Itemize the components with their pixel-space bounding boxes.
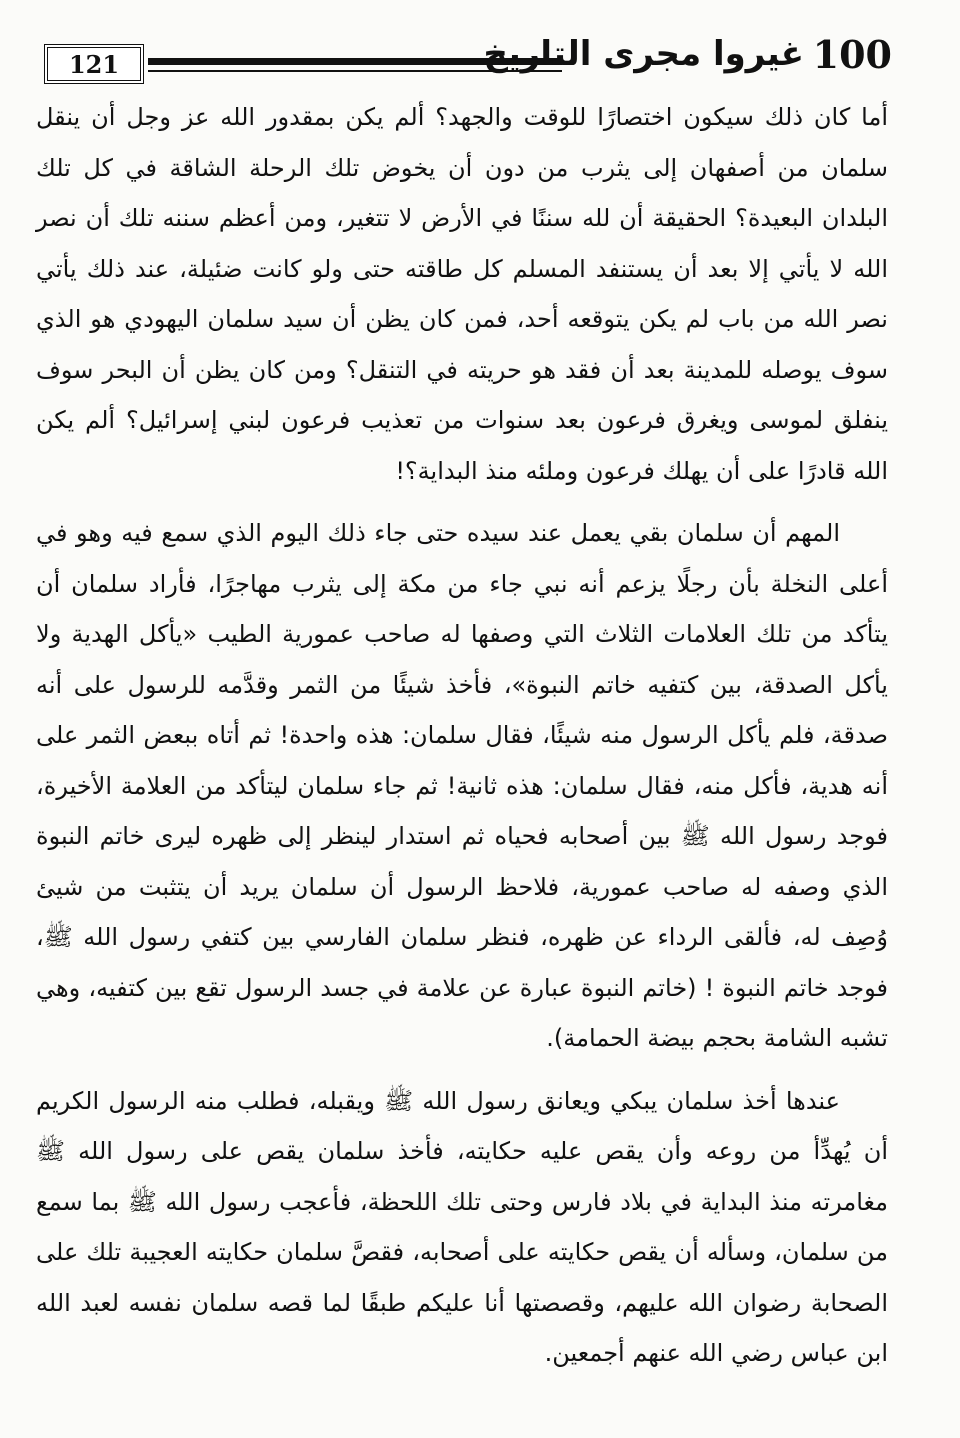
page-body [36,92,888,1402]
paragraph-3: عندها أخذ سلمان يبكي ويعانق رسول الله ﷺ ويقبله، فطلب منه الرسول الكريم أن يُهدِّأ من روعه وأن يقص عليه حكايته، فأخذ سلمان يقص على رسول الله ﷺ مغامرته منذ البداية في بلاد فارس وحتى تلك اللحظة، فأعجب رسول الله ﷺ بما سمع من سلمان، وسأله أن يقص حكايته على أصحابه، فقصَّ سلمان حكايته العجيبة تلك على الصحابة رضوان الله عليهم، وقصصتها أنا عليكم طبقًا لما قصه سلمان نفسه لعبد الله ابن عباس رضي الله عنهم أجمعين. [36,1086,888,1367]
page-header [36,30,892,90]
book-number: 100 [812,32,892,77]
paragraph-1: أما كان ذلك سيكون اختصارًا للوقت والجهد؟ ألم يكن بمقدور الله عز وجل أن ينقل سلمان من أصفهان إلى يثرب من دون أن يخوض تلك الرحلة الشاقة في كل تلك البلدان البعيدة؟ الحقيقة أن لله سننًا في الأرض لا تتغير، ومن أعظم سننه تلك أن نصر الله لا يأتي إلا بعد أن يستنفد المسلم كل طاقته حتى ولو كانت ضئيلة، عند ذلك يأتي نصر الله من باب لم يكن يتوقعه أحد، فمن كان يظن أن سيد سلمان اليهودي هو الذي سوف يوصله للمدينة بعد أن فقد هو حريته في التنقل؟ ومن كان يظن أن البحر سوف ينفلق لموسى ويغرق فرعون بعد سنوات من تعذيب فرعون لبني إسرائيل؟ ألم يكن الله قادرًا على أن يهلك فرعون وملئه منذ البداية؟! [36,103,888,485]
page-number-box [44,44,144,84]
page-number: 121 [68,49,120,79]
book-title: غيروا مجرى التاريخ [483,34,804,74]
paragraph-2: المهم أن سلمان بقي يعمل عند سيده حتى جاء ذلك اليوم الذي سمع فيه وهو في أعلى النخلة بأن رجلًا يزعم أنه نبي جاء من مكة إلى يثرب مهاجرًا، فأراد سلمان أن يتأكد من تلك العلامات الثلاث التي وصفها له صاحب عمورية الطيب «يأكل الهدية ولا يأكل الصدقة، بين كتفيه خاتم النبوة»، فأخذ شيئًا من الثمر وقدَّمه للرسول على أنه صدقة، فلم يأكل الرسول منه شيئًا، فقال سلمان: هذه واحدة! ثم أتاه ببعض الثمر على أنه هدية، فأكل منه، فقال سلمان: هذه ثانية! ثم جاء سلمان ليتأكد من العلامة الأخيرة، فوجد رسول الله ﷺ بين أصحابه فحياه ثم استدار لينظر إلى ظهره ليرى خاتم النبوة الذي وصفه له صاحب عمورية، فلاحظ الرسول أن سلمان يريد أن يتثبت من شيئ وُصِف له، فألقى الرداء عن ظهره، فنظر سلمان الفارسي بين كتفي رسول الله ﷺ، فوجد خاتم النبوة ! (خاتم النبوة عبارة عن علامة في جسد الرسول تقع بين كتفيه، وهي تشبه الشامة بحجم بيضة الحمامة). [36,519,888,1052]
